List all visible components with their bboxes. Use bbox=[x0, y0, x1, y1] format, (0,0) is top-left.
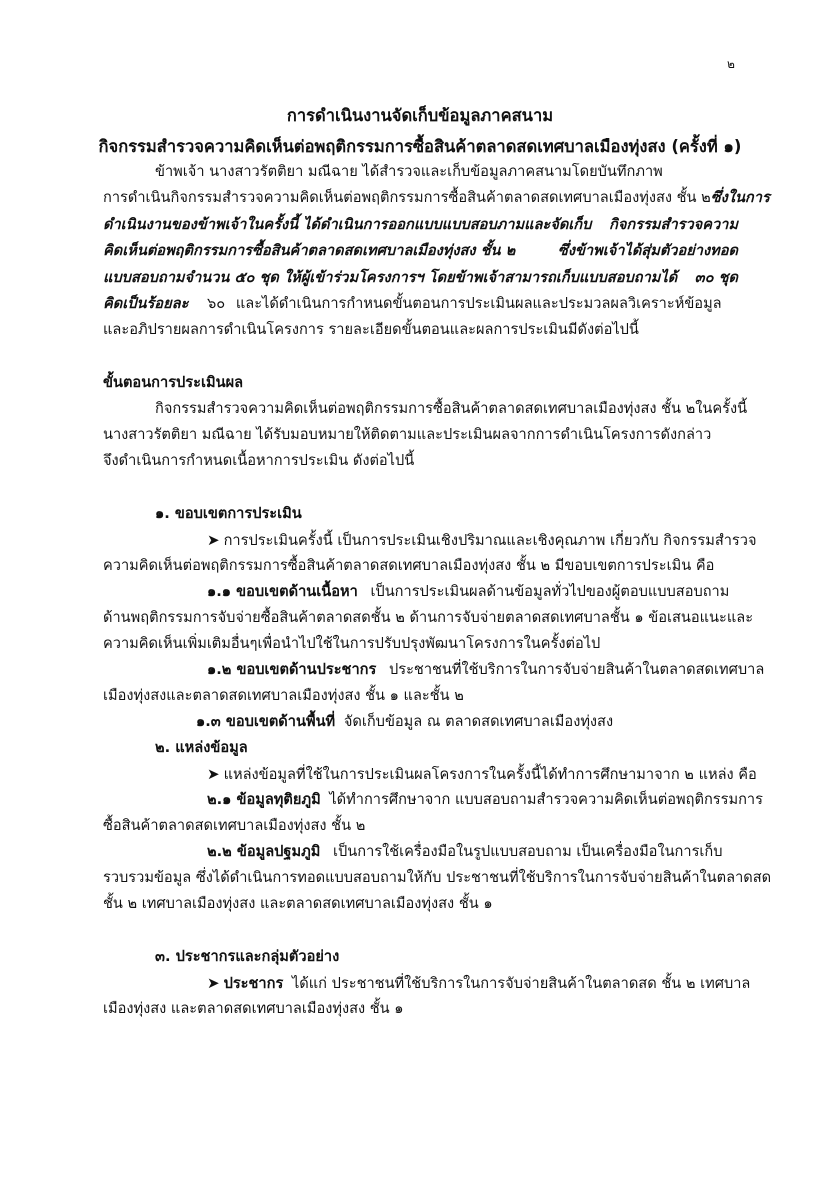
document-subtitle: กิจกรรมสำรวจความคิดเห็นต่อพฤติกรรมการซื้อสินค้าตลาดสดเทศบาลเมืองทุ่งสง (ครั้งที่ ๑) bbox=[98, 137, 742, 156]
section-3-bullet-line-2: เมืองทุ่งสง และตลาดสดเทศบาลเมืองทุ่งสง ชั้น ๑ bbox=[103, 1000, 404, 1017]
intro-line-2-text: การดำเนินกิจกรรมสำรวจความคิดเห็นต่อพฤติกรรมการซื้อสินค้าตลาดสดเทศบาลเมืองทุ่งสง ชั้น ๒ bbox=[103, 189, 711, 206]
section-1-bullet bbox=[207, 530, 757, 551]
section-1-3-text: จัดเก็บข้อมูล ณ ตลาดสดเทศบาลเมืองทุ่งสง bbox=[343, 713, 614, 730]
section-2-2 bbox=[207, 842, 723, 862]
steps-line-1-b: ในครั้งนี้ bbox=[695, 400, 748, 417]
intro-line-4-b: ซึ่งข้าพเจ้าได้สุ่มตัวอย่างทอด bbox=[557, 242, 738, 259]
intro-line-1: ข้าพเจ้า นางสาวรัตติยา มณีฉาย ได้สำรวจและเก็บข้อมูลภาคสนามโดยบันทึกภาพ bbox=[155, 163, 663, 180]
section-1-bullet-cont: ความคิดเห็นต่อพฤติกรรมการซื้อสินค้าตลาดสดเทศบาลเมืองทุ่งสง ชั้น ๒ มีขอบเขตการประเมิน คือ bbox=[103, 557, 715, 574]
intro-line-6 bbox=[103, 294, 722, 314]
section-3-bullet bbox=[207, 973, 750, 994]
steps-line-1-a: กิจกรรมสำรวจความคิดเห็นต่อพฤติกรรมการซื้อสินค้าตลาดสดเทศบาลเมืองทุ่งสง ชั้น ๒ bbox=[155, 400, 696, 417]
intro-line-4 bbox=[103, 241, 738, 261]
intro-line-7: และอภิปรายผลการดำเนินโครงการ รายละเอียดขั้นตอนและผลการประเมินมีดังต่อไปนี้ bbox=[103, 321, 639, 338]
page-number: ๒ bbox=[727, 57, 735, 71]
section-2-bullet bbox=[207, 764, 757, 785]
intro-line-4-a: คิดเห็นต่อพฤติกรรมการซื้อสินค้าตลาดสดเทศบาลเมืองทุ่งสง ชั้น ๒ bbox=[103, 242, 516, 259]
section-1-bullet-text: การประเมินครั้งนี้ เป็นการประเมินเชิงปริมาณและเชิงคุณภาพ เกี่ยวกับ กิจกรรมสำรวจ bbox=[223, 532, 757, 549]
section-2-1-line-2: ซื้อสินค้าตลาดสดเทศบาลเมืองทุ่งสง ชั้น ๒ bbox=[103, 817, 366, 834]
section-2-heading: ๒. แหล่งข้อมูล bbox=[155, 739, 248, 756]
intro-line-3-a: ดำเนินงานของข้าพเจ้าในครั้งนี้ ได้ดำเนินการออกแบบแบบสอบภามและจัดเก็บ bbox=[103, 216, 592, 233]
section-3-heading: ๓. ประชากรและกลุ่มตัวอย่าง bbox=[155, 948, 340, 965]
intro-line-5-b: ๓๐ ชุด bbox=[694, 269, 738, 286]
section-1-3-label: ๑.๓ ขอบเขตด้านพื้นที่ bbox=[196, 713, 336, 730]
section-1-3 bbox=[196, 712, 613, 732]
section-2-2-label: ๒.๒ ข้อมูลปฐมภูมิ bbox=[207, 843, 321, 860]
intro-line-6-text: และได้ดำเนินการกำหนดขั้นตอนการประเมินผลและประมวลผลวิเคราะห์ข้อมูล bbox=[235, 295, 722, 312]
section-1-1-label: ๑.๑ ขอบเขตด้านเนื้อหา bbox=[207, 583, 358, 600]
section-2-2-line-3: ชั้น ๒ เทศบาลเมืองทุ่งสง และตลาดสดเทศบาลเมืองทุ่งสง ชั้น ๑ bbox=[103, 895, 493, 912]
section-1-2-label: ๑.๒ ขอบเขตด้านประชากร bbox=[207, 661, 377, 678]
steps-heading: ขั้นตอนการประเมินผล bbox=[103, 374, 244, 391]
intro-line-6-number: ๖๐ bbox=[207, 295, 226, 312]
section-2-1 bbox=[207, 790, 763, 810]
section-2-bullet-text: แหล่งข้อมูลที่ใช้ในการประเมินผลโครงการในครั้งนี้ได้ทำการศึกษามาจาก ๒ แหล่ง คือ bbox=[223, 766, 757, 783]
section-1-1 bbox=[207, 582, 729, 602]
arrow-bullet-icon: ➤ bbox=[207, 765, 220, 783]
intro-line-5 bbox=[103, 268, 738, 288]
section-1-1-line-3: ความคิดเห็นเพิ่มเติมอื่นๆเพื่อนำไปใช้ในการปรับปรุงพัฒนาโครงการในครั้งต่อไป bbox=[103, 635, 601, 652]
intro-line-3 bbox=[103, 215, 738, 235]
arrow-bullet-icon: ➤ bbox=[207, 974, 220, 992]
section-3-bullet-text: ได้แก่ ประชาชนที่ใช้บริการในการจับจ่ายสินค้าในตลาดสด ชั้น ๒ เทศบาล bbox=[291, 975, 751, 992]
section-1-2 bbox=[207, 660, 764, 680]
document-title: การดำเนินงานจัดเก็บข้อมูลภาคสนาม bbox=[286, 106, 554, 125]
section-1-2-line-2: เมืองทุ่งสงและตลาดสดเทศบาลเมืองทุ่งสง ชั้น ๑ และชั้น ๒ bbox=[103, 687, 464, 704]
steps-line-2: นางสาวรัตติยา มณีฉาย ได้รับมอบหมายให้ติดตามและประเมินผลจากการดำเนินโครงการดังกล่าว bbox=[103, 426, 712, 443]
steps-line-1 bbox=[155, 399, 748, 419]
section-3-bullet-label: ประชากร bbox=[223, 975, 284, 992]
section-1-heading: ๑. ขอบเขตการประเมิน bbox=[155, 505, 302, 522]
section-1-2-text: ประชาชนที่ใช้บริการในการจับจ่ายสินค้าในตลาดสดเทศบาล bbox=[388, 661, 765, 678]
intro-line-5-a: แบบสอบถามจำนวน ๕๐ ชุด ให้ผู้เข้าร่วมโครงการฯ โดยข้าพเจ้าสามารถเก็บแบบสอบถามได้ bbox=[103, 269, 678, 286]
section-2-1-text: ได้ทำการศึกษาจาก แบบสอบถามสำรวจความคิดเห็นต่อพฤติกรรมการ bbox=[329, 791, 763, 808]
section-1-1-line-2: ด้านพฤติกรรมการจับจ่ายซื้อสินค้าตลาดสดชั้น ๒ ด้านการจับจ่ายตลาดสดเทศบาลชั้น ๑ ข้อเสนอแนะและ bbox=[103, 609, 754, 626]
section-1-1-text: เป็นการประเมินผลด้านข้อมูลทั่วไปของผู้ตอบแบบสอบถาม bbox=[370, 583, 730, 600]
intro-line-6-emph: คิดเป็นร้อยละ bbox=[103, 295, 189, 312]
arrow-bullet-icon: ➤ bbox=[207, 531, 220, 549]
section-2-1-label: ๒.๑ ข้อมูลทุติยภูมิ bbox=[207, 791, 321, 808]
intro-line-2-emph: ซึ่งในการ bbox=[710, 189, 770, 206]
steps-line-3: จึงดำเนินการกำหนดเนื้อหาการประเมิน ดังต่อไปนี้ bbox=[103, 452, 415, 469]
intro-line-3-b: กิจกรรมสำรวจความ bbox=[609, 216, 738, 233]
intro-line-2 bbox=[103, 188, 770, 208]
section-2-2-text: เป็นการใช้เครื่องมือในรูปแบบสอบถาม เป็นเครื่องมือในการเก็บ bbox=[333, 843, 723, 860]
section-2-2-line-2: รวบรวมข้อมูล ซึ่งได้ดำเนินการทอดแบบสอบถามให้กับ ประชาชนที่ใช้บริการในการจับจ่ายสินค้าในตลาดสด bbox=[103, 869, 772, 886]
